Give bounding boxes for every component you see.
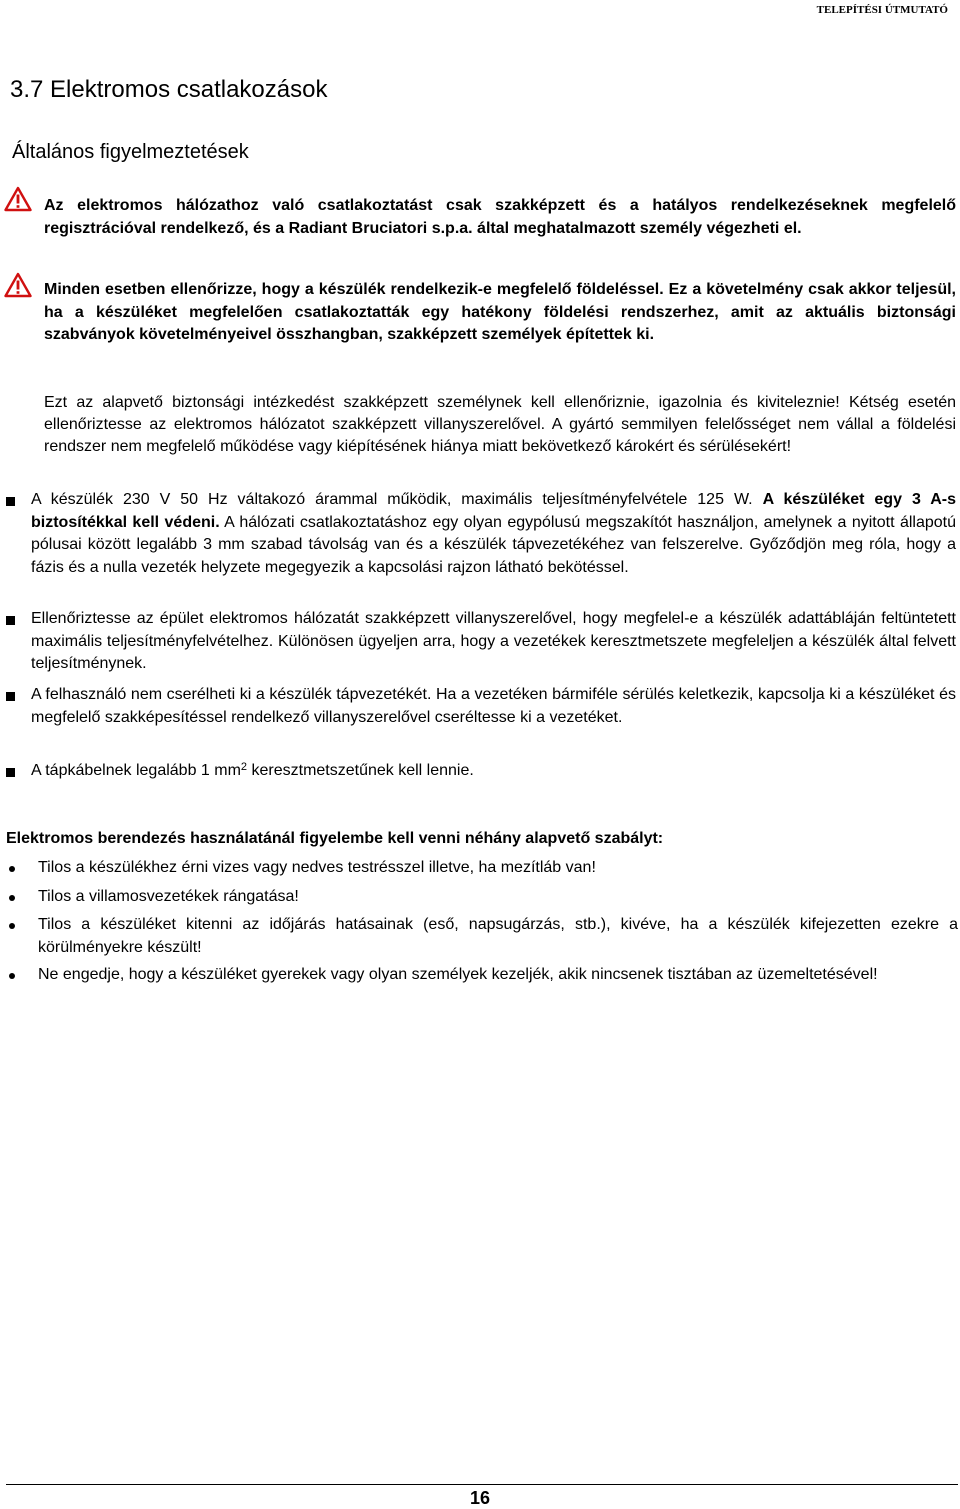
safety-paragraph: Ezt az alapvető biztonsági intézkedést szakképzett személynek kell ellenőriznie, igazolnia és kiviteleznie! Kétség esetén ellenőriztesse az elektromos hálózatot szakképzett villanyszerelővel. A gyártó semmilyen felelősséget nem vállal a földelési rendszer nem megfelelő működése vagy kiépítésének hiánya miatt bekövetkező károkért és sérülésekért! [44,394,956,455]
text-run: keresztmetszetűnek kell lennie. [247,762,474,779]
rules-heading: Elektromos berendezés használatánál figyelembe kell venni néhány alapvető szabályt: [6,830,664,847]
warning-triangle-icon [4,186,32,212]
text-run: A tápkábelnek legalább 1 mm [31,762,241,779]
section-title: 3.7 Elektromos csatlakozások [10,76,328,103]
list-item-text [31,760,956,783]
bold-text-run: A készüléket egy 3 A-s biztosítékkal kell védeni. [31,491,956,531]
bullet-dot-icon [9,895,15,901]
rule-text: Tilos a készüléket kitenni az időjárás hatásainak (eső, napsugárzás, stb.), kivéve, ha a készülék kifejezetten ezekre a körülményekre készült! [38,916,958,956]
bullet-dot-icon [9,923,15,929]
warning-text: Az elektromos hálózathoz való csatlakoztatást csak szakképzett és a hatályos rendelkezéseknek megfelelő regisztrációval rendelkező, és a Radiant Bruciatori s.p.a. által meghatalmazott személy végezheti el. [44,197,956,237]
square-bullet-icon [6,616,15,625]
bullet-dot-icon [9,866,15,872]
page-number: 16 [469,1488,491,1508]
list-item-text [31,489,956,579]
section-subtitle: Általános figyelmeztetések [12,141,249,163]
list-item-text: Ellenőriztesse az épület elektromos hálózatát szakképzett villanyszerelővel, hogy megfelel-e a készülék adattábláján feltüntetett maximális teljesítményfelvételhez. Különösen ügyeljen arra, hogy a vezetékek keresztmetszete megfeleljen a készülék által felvett teljesítménynek. [31,610,956,672]
warning-triangle-icon [4,272,32,298]
running-header: TELEPÍTÉSI ÚTMUTATÓ [816,4,948,16]
list-item-text: A felhasználó nem cserélheti ki a készülék tápvezetékét. Ha a vezetéken bármiféle sérülés keletkezik, kapcsolja ki a készüléket és megfelelő szakképesítéssel rendelkező villanyszerelővel cseréltesse ki a vezetéket. [31,686,956,726]
square-bullet-icon [6,497,15,506]
text-run: A hálózati csatlakoztatáshoz egy olyan egypólusú megszakítót használjon, amelynek a nyitott állapotú pólusai között legalább 3 mm szabad távolság van és a készülék tápvezetékéhez van felszerelve. Győződjön meg róla, hogy a fázis és a nulla vezeték helyzete megegyezik a kapcsolási rajzon látható bekötéssel. [31,513,956,576]
bullet-dot-icon [9,973,15,979]
rule-text: Tilos a készülékhez érni vizes vagy nedves testrésszel illetve, ha mezítláb van! [38,859,596,876]
text-run: A készülék 230 V 50 Hz váltakozó árammal működik, maximális teljesítményfelvétele 125 W. [31,491,763,508]
square-bullet-icon [6,768,15,777]
rule-text: Ne engedje, hogy a készüléket gyerekek vagy olyan személyek kezeljék, akik nincsenek tisztában az üzemeltetésével! [38,966,878,983]
rule-text: Tilos a villamosvezetékek rángatása! [38,888,299,905]
superscript: 2 [240,761,248,773]
warning-text: Minden esetben ellenőrizze, hogy a készülék rendelkezik-e megfelelő földeléssel. Ez a követelmény csak akkor teljesül, ha a készüléket megfelelően csatlakoztatták egy hatékony földelési rendszerhez, amit az aktuális biztonsági szabványok követelményeivel összhangban, szakképzett személyek építettek ki. [44,281,956,343]
footer-divider [6,1484,958,1485]
square-bullet-icon [6,692,15,701]
